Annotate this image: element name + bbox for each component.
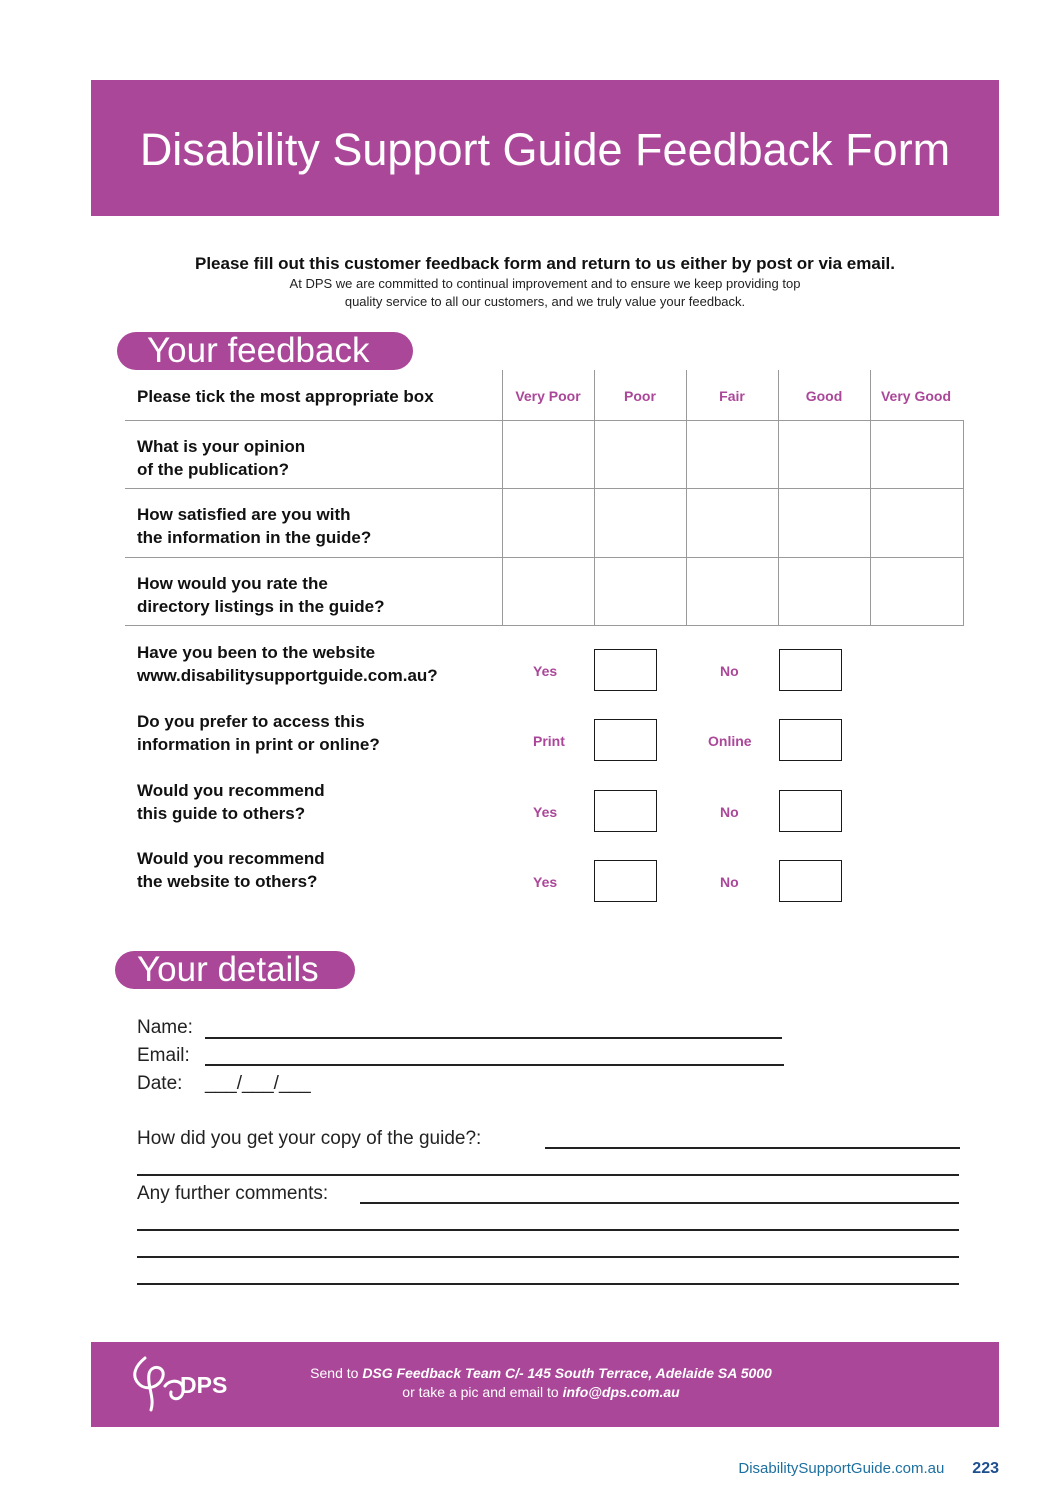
option-a-label: Yes [533,874,558,890]
send-prefix: Send to [310,1365,363,1381]
option-a-checkbox[interactable] [594,719,657,761]
tick-cell[interactable] [503,489,594,557]
choice-question-line: Would you recommend [137,781,325,800]
comments-line[interactable] [137,1283,959,1285]
choice-question-line: www.disabilitysupportguide.com.au? [137,666,438,685]
rated-question-line: How would you rate the [137,574,328,593]
footer-email-link[interactable]: info@dps.com.au [562,1384,680,1400]
grid-divider [963,420,964,626]
choice-question-line: the website to others? [137,872,318,891]
page-title: Disability Support Guide Feedback Form [139,124,951,175]
rated-question-line: How satisfied are you with [137,505,351,524]
dps-logo-text: DPS [180,1372,228,1398]
choice-question [137,847,325,893]
email-field[interactable] [205,1064,784,1066]
choice-question-line: Would you recommend [137,849,325,868]
option-b-checkbox[interactable] [779,719,842,761]
email-label: Email: [137,1045,190,1066]
tick-cell[interactable] [871,558,963,625]
intro-line-1: At DPS we are committed to continual improvement and to ensure we keep providing top [289,276,801,291]
comments-line[interactable] [137,1229,959,1231]
page-number: 223 [972,1460,999,1477]
name-label: Name: [137,1017,193,1038]
tick-cell[interactable] [871,489,963,557]
tick-cell[interactable] [779,489,870,557]
choice-question [137,779,325,825]
rated-question-line: What is your opinion [137,437,306,456]
tick-cell[interactable] [503,558,594,625]
rated-question-line: of the publication? [137,460,290,479]
copy-answer-line[interactable] [137,1174,959,1176]
intro-lead: Please fill out this customer feedback form and return to us either by post or via email. [194,254,895,273]
option-b-label: Online [708,733,752,749]
option-a-checkbox[interactable] [594,790,657,832]
comments-field[interactable] [360,1202,959,1204]
scale-good: Good [805,388,843,404]
tick-cell[interactable] [779,558,870,625]
rated-question-line: the information in the guide? [137,528,372,547]
choice-question-line: Do you prefer to access this [137,712,365,731]
tick-cell[interactable] [595,558,686,625]
feedback-heading: Your feedback [117,332,413,370]
tick-cell[interactable] [595,421,686,488]
scale-very-poor: Very Poor [515,388,581,404]
tick-cell[interactable] [687,558,778,625]
copy-question-label: How did you get your copy of the guide?: [137,1128,482,1149]
choice-question [137,641,438,687]
scale-poor: Poor [624,388,656,404]
rated-question [137,503,371,549]
choice-question-line: Have you been to the website [137,643,376,662]
rated-question-line: directory listings in the guide? [137,597,385,616]
option-a-label: Yes [533,804,558,820]
send-address: DSG Feedback Team C/- 145 South Terrace, Adelaide SA 5000 [362,1365,772,1381]
footer-band [91,1342,999,1427]
scale-fair: Fair [719,388,745,404]
intro-line-2: quality service to all our customers, and we truly value your feedback. [344,294,746,309]
grid-instruction: Please tick the most appropriate box [137,387,434,406]
page-footer [738,1460,999,1478]
copy-answer-field[interactable] [545,1147,960,1149]
option-a-label: Yes [533,663,558,679]
scale-very-good: Very Good [880,388,952,404]
tick-cell[interactable] [871,421,963,488]
option-b-checkbox[interactable] [779,790,842,832]
grid-rule [125,625,964,626]
option-a-checkbox[interactable] [594,649,657,691]
title-banner [91,80,999,216]
footer-address [271,1364,811,1402]
option-b-label: No [720,663,739,679]
choice-question [137,710,380,756]
tick-cell[interactable] [595,489,686,557]
comments-label: Any further comments: [137,1183,329,1204]
comments-line[interactable] [137,1256,959,1258]
choice-question-line: information in print or online? [137,735,380,754]
date-field[interactable]: ___/___/___ [205,1073,311,1094]
option-b-checkbox[interactable] [779,649,842,691]
option-b-label: No [720,804,739,820]
tick-cell[interactable] [687,489,778,557]
rated-question [137,435,305,481]
option-a-checkbox[interactable] [594,860,657,902]
option-b-label: No [720,874,739,890]
name-field[interactable] [205,1037,782,1039]
details-heading: Your details [115,951,355,989]
tick-cell[interactable] [687,421,778,488]
rating-grid [125,370,964,626]
email-prefix: or take a pic and email to [402,1384,563,1400]
site-url[interactable]: DisabilitySupportGuide.com.au [738,1460,945,1477]
rated-question [137,572,384,618]
date-label: Date: [137,1073,183,1094]
intro [91,254,999,310]
tick-cell[interactable] [779,421,870,488]
option-a-label: Print [533,733,565,749]
tick-cell[interactable] [503,421,594,488]
option-b-checkbox[interactable] [779,860,842,902]
choice-question-line: this guide to others? [137,804,306,823]
